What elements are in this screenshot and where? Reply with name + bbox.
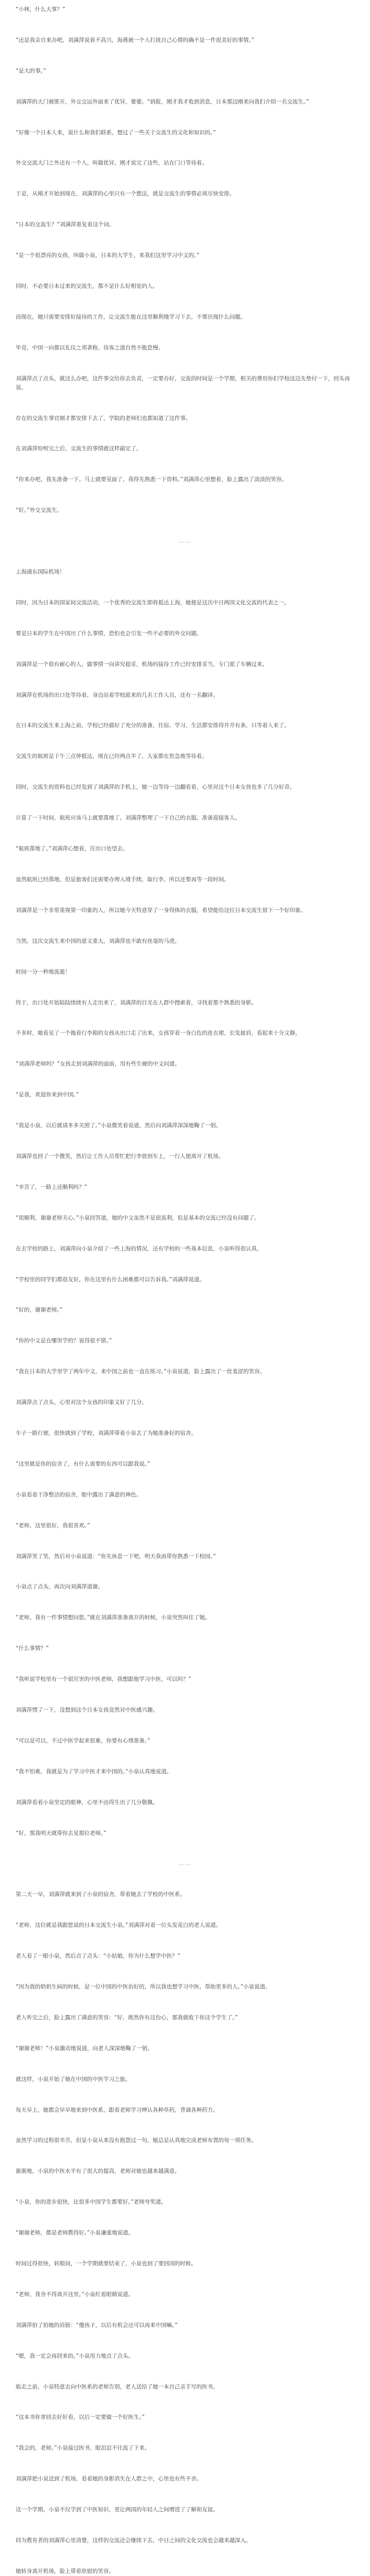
article-paragraph: “是一个很漂亮的女孩，叫做小泉，日本的大学生，来我们这里学习中文的。” xyxy=(16,252,200,259)
article-paragraph: 虽然航班已经落地，但是旅客们还需要办理入境手续，取行李，所以还要再等一段时间。 xyxy=(16,876,230,883)
article-paragraph: 小泉点了点头，再次向刘满萍道谢。 xyxy=(16,1584,103,1590)
article-paragraph: 她转身离开机场，脸上带着欣慰的笑容。 xyxy=(16,2568,114,2574)
article-paragraph: “我在日本的大学里学了两年中文，来中国之前也一直在练习。”小泉说道，脸上露出了一丝羞涩的笑容。 xyxy=(16,1368,266,1375)
article-paragraph: 存在的交流生事宜刚才都安排下去了，学院的老师们也都知道了这件事。 xyxy=(16,415,191,421)
article-paragraph: “是我，欢迎你来到中国。” xyxy=(16,1092,79,1098)
article-paragraph: “刘满萍老师吗？”女孩走到刘满萍的面前，用有些生硬的中文问道。 xyxy=(16,1061,181,1068)
article-paragraph: “航班落地了。”刘满萍心想着，往出口处望去。 xyxy=(16,846,128,852)
article-paragraph: “我是小泉，以后就请多多关照了。”小泉微笑着说道，然后向刘满萍深深地鞠了一躬。 xyxy=(16,1122,222,1129)
article-paragraph: “是大的事。” xyxy=(16,67,46,74)
article-paragraph: …… xyxy=(178,1860,192,1867)
article-paragraph: 在刘满萍吩咐完之后，交流生的事情就这样敲定了。 xyxy=(16,446,142,452)
article-paragraph: 在去学校的路上，刘满萍向小泉介绍了一些上海的情况，还有学校的一些基本信息，小泉听得很认真。 xyxy=(16,1245,262,1252)
article-paragraph: 于是，从刚才开始到现在，刘满萍的心里只有一个想法，就是交流生的事情必须尽快安排。 xyxy=(16,191,235,197)
article-paragraph: 刘满萍是一个很有耐心的人，做事情一向讲究稳妥，机场的接待工作已经安排妥当，专门派了车辆过来。 xyxy=(16,661,268,668)
article-paragraph: 时间过得很快，转眼间，一个学期就要结束了，小泉也到了要回国的时候。 xyxy=(16,2261,197,2267)
article-paragraph: 小泉看着干净整洁的宿舍，眼中露出了满意的神色。 xyxy=(16,1491,142,1498)
article-paragraph: 终于，出口处开始陆陆续续有人走出来了，刘满萍的目光在人群中搜索着，寻找着那个熟悉的身影。 xyxy=(16,999,257,1006)
article-paragraph: …… xyxy=(178,538,192,545)
article-paragraph: 同为教育者的刘满萍心里清楚，这样的交流还会继续下去，中日之间的文化交流也会越来越深入。 xyxy=(16,2537,252,2544)
article-paragraph: “小林，什么大事？” xyxy=(16,6,65,13)
article-paragraph: “因为我的奶奶生病的时候，是一位中国的中医治好的，所以我也想学习中医，帮助更多的人。”小泉说道。 xyxy=(16,1984,271,1990)
article-paragraph: 每天早上，她都会早早地来到中医系，跟着老师学习辨认各种草药，背诵各种药方。 xyxy=(16,2106,219,2113)
article-paragraph: “日本的交流生？”刘满萍重复着这个词。 xyxy=(16,221,115,228)
article-paragraph: 刘满萍愣了一下，没想到这个日本女孩竟然对中医感兴趣。 xyxy=(16,1706,158,1713)
article-paragraph: “你的中文是在哪里学的？说得很不错。” xyxy=(16,1338,112,1344)
article-paragraph: 时间一分一秒地流逝！ xyxy=(16,968,70,975)
article-paragraph: 不多时，她看见了一个拖着行李箱的女孩从出口走了出来，女孩穿着一身白色的连衣裙，长发披肩，看起来十分文静。 xyxy=(16,1030,301,1037)
article-paragraph: “老师，这里很好，我很喜欢。” xyxy=(16,1522,90,1529)
article-paragraph: 老人看了一眼小泉，然后点了点头：“小姑娘，你为什么想学中医？” xyxy=(16,1953,181,1960)
article-paragraph: 而现在，她只需要安排好接待的工作，让交流生能在这里顺利地学习下去，不要出现什么问题。 xyxy=(16,313,246,320)
article-paragraph: “你来办吧，我先准备一下。马上就要见面了，我得先熟悉一下资料。”刘满萍心里想着，脸上露出了淡淡的笑容。 xyxy=(16,476,288,483)
article-paragraph: “老师，我有一件事情想问您。”就在刘满萍准备离开的时候，小泉突然叫住了她。 xyxy=(16,1614,211,1621)
article-paragraph: 临走之前，小泉特意去向中医系的老师告别，老人送给了她一本自己亲手写的医书。 xyxy=(16,2383,219,2390)
article-paragraph: 第二天一早，刘满萍就来到了小泉的宿舍，带着她去了学校的中医系。 xyxy=(16,1891,186,1898)
article-paragraph: 刘满萍在机场的出口处等待着，身边站着学校派来的几名工作人员，还有一名翻译。 xyxy=(16,692,219,698)
article-paragraph: “嗯，我一定会再回来的。”小泉用力地点了点头。 xyxy=(16,2352,134,2359)
article-paragraph: 计算了一下时间，航班应该马上就要落地了。刘满萍整理了一下自己的衣服，准备迎接客人。 xyxy=(16,815,241,822)
article-paragraph: 刘满萍也回了一个微笑，然后让工作人员帮忙把行李放到车上，一行人便离开了机场。 xyxy=(16,1153,224,1160)
article-paragraph: 虽然学习的过程很辛苦，但是小泉从来没有抱怨过一句，她总是认真地完成老师布置的每一项任务。 xyxy=(16,2137,257,2144)
article-paragraph: “我不怕难，我就是为了学习中医才来中国的。”小泉认真地说道。 xyxy=(16,1768,172,1775)
article-paragraph: 同时，不必要日本过来的交流生，都不是什么好相处的人。 xyxy=(16,283,158,290)
article-paragraph: 刘满萍是一个非常重视第一印象的人，所以她今天特意穿了一身得体的衣服，希望能给这位日本交流生留下一个好印象。 xyxy=(16,907,306,914)
article-paragraph: 老人听完之后，脸上露出了满意的笑容：“好，既然你有这份心，那我就收下你这个学生了。” xyxy=(16,2014,238,2021)
article-paragraph: “好像一个日本人来，说什么和我们联系，想过了一些关于交流生的文化和知识的。” xyxy=(16,129,216,136)
article-paragraph: 在日本的交流生来上海之前，学校已经做好了充分的准备，住宿、学习、生活都安排得井井有条，只等着人来了。 xyxy=(16,722,290,729)
article-paragraph: 刘满萍的大门被推开，外交交运外面来了优异，婆婆。“到报，刚才我才收到消息，日本那边刚来向我们介绍一名交流生。” xyxy=(16,98,309,105)
article-paragraph: 渐渐地，小泉的中医水平有了很大的提高，老师对她也越来越满意。 xyxy=(16,2168,180,2175)
article-paragraph: “这里就是你的宿舍了，有什么需要的东西可以跟我说。” xyxy=(16,1460,150,1467)
article-paragraph: 刘满萍拍了拍她的肩膀：“傻孩子，以后有机会还可以再来中国嘛。” xyxy=(16,2322,178,2328)
article-paragraph: 外交交流大门之外还有一个人，叫做优异，刚才说完了这些，站在门口等待着。 xyxy=(16,160,208,167)
article-paragraph: “谢谢老师！”小泉激动地说道，向老人深深地鞠了一躬。 xyxy=(16,2045,153,2052)
article-paragraph: 刘满萍点了点头，就这么办吧，这件事交给你去负责，一定要办好，交流的时间是一个学期，相关的费用你们学校这边先垫付一下，回头再说。 xyxy=(16,375,350,391)
article-paragraph: “小泉，你的进步很快，比很多中国学生都要好。”老师夸奖道。 xyxy=(16,2199,167,2206)
article-paragraph: “我会的，老师。”小泉接过医书，眼泪忍不住流了下来。 xyxy=(16,2445,150,2452)
article-paragraph: “什么事情？” xyxy=(16,1645,49,1652)
article-paragraph: “辛苦了，一路上还顺利吗？” xyxy=(16,1184,87,1190)
article-paragraph: 毕竟，中国一向都以礼仪之邦著称，待客之道自然不能怠慢。 xyxy=(16,344,164,351)
article-paragraph: “我听说学校里有一个很厉害的中医老师，我想跟他学习中医，可以吗？” xyxy=(16,1676,192,1683)
article-paragraph: 这一个学期，小泉不仅学到了中医知识，更让两国的年轻人之间增进了了解和友谊。 xyxy=(16,2507,219,2513)
article-paragraph: 刘满萍点了点头，心里对这个女孩的印象又好了几分。 xyxy=(16,1399,147,1406)
article-paragraph: “这本书你拿回去好好看，以后一定要做一个好医生。” xyxy=(16,2414,145,2421)
article-paragraph: 上海浦东国际机场！ xyxy=(16,569,65,576)
article-paragraph: 刘满萍把小泉送到了机场，看着她的身影消失在人群之中，心里也有些不舍。 xyxy=(16,2476,202,2483)
article-paragraph: “好的，谢谢老师。” xyxy=(16,1307,63,1314)
article-paragraph: 刘满萍笑了笑，然后对小泉说道：“你先休息一下吧，明天我再带你熟悉一下校园。” xyxy=(16,1553,216,1560)
article-paragraph: 要是日本的学生在中国出了什么事情，恐怕也会引发一些不必要的外交问题。 xyxy=(16,630,202,637)
article-paragraph: 就这样，小泉开始了她在中国的中医学习之旅。 xyxy=(16,2076,131,2082)
article-paragraph: “谢谢老师，都是老师教得好。”小泉谦虚地说道。 xyxy=(16,2230,134,2237)
article-paragraph: 车子一路行驶，很快就到了学校，刘满萍带着小泉去了为她准备好的宿舍。 xyxy=(16,1430,197,1436)
article-paragraph: “好。”外交交流生。 xyxy=(16,507,63,514)
article-paragraph: 同时，因为日本的国家间交流活动，一个优秀的交流生即将抵达上海，她便是这次中日两国文化交流的代表之一。 xyxy=(16,599,290,606)
article-paragraph: “可以是可以，不过中医学起来很难，你要有心理准备。” xyxy=(16,1737,150,1744)
article-paragraph: “学校里的同学们都很友好，你在这里有什么困难都可以告诉我。”刘满萍说道。 xyxy=(16,1276,205,1283)
article-paragraph: 当然，这次交流生来中国的意义重大，刘满萍也不敢有丝毫的马虎。 xyxy=(16,938,180,944)
article-paragraph: “老师，我舍不得离开这里。”小泉红着眼睛说道。 xyxy=(16,2291,134,2298)
article-paragraph: 同时，交流生的资料也已经发到了刘满萍的手机上，她一边等待一边翻看着，心里对这个日本女孩也多了几分好奇。 xyxy=(16,784,295,791)
article-paragraph: “很顺利，谢谢老师关心。”小泉回答道，她的中文虽然不是很流利，但是基本的交流已经没有问题了。 xyxy=(16,1214,260,1221)
article-paragraph: 交流生的航班是下午三点钟抵达，现在已经两点半了，大家都在焦急地等待着。 xyxy=(16,753,208,760)
article-paragraph: 刘满萍看着小泉坚定的眼神，心里不由得生出了几分敬佩。 xyxy=(16,1799,158,1806)
article-paragraph: “老师，这位就是我跟您说的日本交流生小泉。”刘满萍对着一位头发花白的老人说道。 xyxy=(16,1922,222,1929)
article-paragraph: “还是我亲自来办吧，刘满萍说着不高兴，海燕被一个人打扰自己心情的确不是一件很美好的事情。” xyxy=(16,37,255,43)
article-paragraph: “好，那我明天就带你去见那位老师。” xyxy=(16,1830,106,1836)
